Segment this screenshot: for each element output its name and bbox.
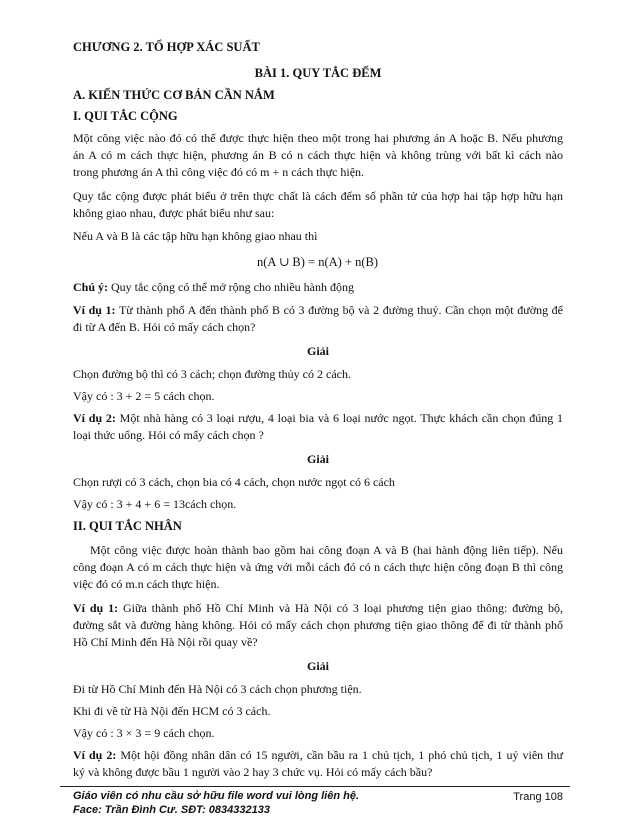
example-label: Ví dụ 2: [73, 748, 117, 762]
solution-line: Chọn đường bộ thì có 3 cách; chọn đường thủy có 2 cách. [73, 367, 351, 381]
answer-suffix: cách chọn. [160, 389, 215, 403]
answer-suffix: cách chọn. [184, 497, 237, 511]
addition-rule-formula: n(A ∪ B) = n(A) + n(B) [256, 255, 379, 269]
answer-math: 3 × 3 = 9 [116, 726, 161, 740]
paragraph-line: Một công việc được hoàn thành bao gồm hai công đoạn A và B (hai hành động liên tiếp). Nếu [90, 543, 563, 557]
chapter-title: CHƯƠNG 2. TỔ HỢP XÁC SUẤT [73, 40, 260, 54]
example-text: Giữa thành phố Hồ Chí Minh và Hà Nội có 3 loại phương tiện giao thông: đường bộ, [118, 601, 563, 615]
paragraph-line: việc đó có m.n cách thực hiện. [73, 577, 220, 591]
example-line: loại thức uống. Hỏi có mấy cách chọn ? [73, 428, 264, 442]
note-label: Chú ý: [73, 280, 109, 294]
example-line: đi từ A đến B. Hỏi có mấy cách chọn? [73, 320, 256, 334]
answer-math: 3 + 2 = 5 [116, 389, 161, 403]
answer-line [73, 726, 563, 740]
note-text: Quy tắc cộng có thể mở rộng cho nhiều hành động [108, 280, 354, 294]
footer-contact-line: Giáo viên có nhu cầu sở hữu file word vui lòng liên hệ. [73, 790, 359, 802]
example-line [73, 748, 563, 762]
solution-label: Giải [306, 452, 329, 466]
lesson-title: BÀI 1. QUY TẮC ĐẾM [254, 66, 382, 80]
example-text: Một hội đồng nhân dân có 15 người, cần bầu ra 1 chủ tịch, 1 phó chủ tịch, 1 uỷ viên thư [116, 748, 563, 762]
footer-divider [60, 786, 570, 787]
example-label: Ví dụ 1: [73, 601, 119, 615]
answer-line [73, 389, 563, 403]
example-label: Ví dụ 2: [73, 411, 116, 425]
answer-prefix: Vậy có : [73, 389, 114, 403]
solution-line: Chọn rượi có 3 cách, chọn bia có 4 cách, chọn nước ngọt có 6 cách [73, 475, 395, 489]
example-line [73, 303, 563, 317]
paragraph-line: trong phương án A thì công việc đó có m + n cách thực hiện. [73, 165, 365, 179]
paragraph-line: Quy tắc cộng được phát biểu ở trên thực chất là cách đếm số phần tử của hợp hai tập hợp hữu hạn [73, 189, 563, 203]
example-line [73, 601, 563, 615]
solution-line: Đi từ Hồ Chí Minh đến Hà Nội có 3 cách chọn phương tiện. [73, 682, 362, 696]
note-line [73, 280, 563, 294]
example-text: Từ thành phố A đến thành phố B có 3 đường bộ và 2 đường thuỷ. Cần chọn một đường để [115, 303, 564, 317]
paragraph-line: Một công việc nào đó có thể được thực hiện theo một trong hai phương án A hoặc B. Nếu phương [73, 131, 563, 145]
answer-math: 3 + 4 + 6 = 13 [116, 497, 185, 511]
section-a-heading: A. KIẾN THỨC CƠ BẢN CẦN NẮM [73, 88, 275, 102]
paragraph-line: không giao nhau, được phát biểu như sau: [73, 206, 275, 220]
example-text: Một nhà hàng có 3 loại rượu, 4 loại bia và 6 loại nước ngọt. Thực khách cần chọn đúng 1 [115, 411, 563, 425]
example-line: ký và không được bầu 1 người vào 2 hay 3 chức vụ. Hỏi có mấy cách bầu? [73, 765, 433, 779]
part1-heading: I. QUI TẮC CỘNG [73, 109, 178, 123]
answer-line [73, 497, 563, 511]
part2-heading: II. QUI TẮC NHÂN [73, 519, 182, 533]
paragraph-line: Nếu A và B là các tập hữu hạn không giao nhau thì [73, 229, 318, 243]
answer-suffix: cách chọn. [160, 726, 215, 740]
solution-label: Giải [306, 659, 329, 673]
answer-prefix: Vậy có : [73, 726, 114, 740]
example-line: Hồ Chí Minh đến Hà Nội rồi quay về? [73, 635, 258, 649]
answer-prefix: Vậy có : [73, 497, 114, 511]
footer-author-line: Face: Trần Đình Cư. SĐT: 0834332133 [73, 804, 270, 816]
solution-label: Giải [306, 344, 329, 358]
paragraph-line: công đoạn A có m cách thực hiện và ứng với mỗi cách đó có n cách thực hiện công đoạn B thì công [73, 560, 563, 574]
page-number: Trang 108 [513, 791, 563, 803]
example-line: đường sắt và đường hàng không. Hỏi có mấy cách chọn phương tiện giao thông để đi từ thành phố [73, 618, 563, 632]
solution-line: Khi đi về từ Hà Nội đến HCM có 3 cách. [73, 704, 271, 718]
example-line [73, 411, 563, 425]
example-label: Ví dụ 1: [73, 303, 116, 317]
paragraph-line: án A có m cách thực hiện, phương án B có n cách thực hiện và không trùng với bất kì cách nào [73, 148, 563, 162]
